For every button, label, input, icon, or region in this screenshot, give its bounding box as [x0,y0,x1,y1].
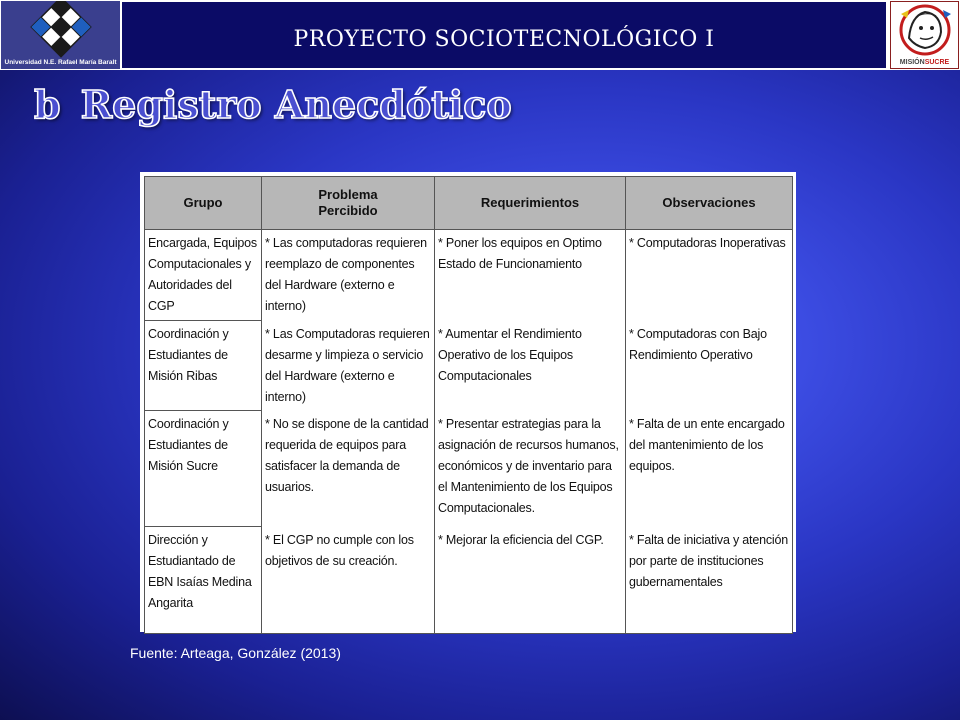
cell-observaciones: * Computadoras Inoperativas [626,230,793,321]
cell-requerimientos: * Poner los equipos en Optimo Estado de Funcionamiento [435,230,626,321]
table-row [145,527,793,634]
university-logo [1,1,120,69]
cell-problema: * El CGP no cumple con los objetivos de su creación. [262,527,435,634]
anecdotal-record-table [140,172,796,632]
logo-text-mision: MISIÓN [899,59,925,66]
column-header-requerimientos: Requerimientos [435,177,626,230]
header [0,0,960,70]
header-bar [122,2,886,68]
cell-requerimientos: * Presentar estrategias para la asignación de recursos humanos, económicos y de inventario para el Mantenimiento de los Equipos Computacionales. [435,411,626,527]
report-table [144,176,793,634]
cell-observaciones: * Falta de un ente encargado del mantenimiento de los equipos. [626,411,793,527]
table-row [145,321,793,411]
mision-sucre-logo-text [891,59,958,66]
section-title: Registro Anecdótico [80,82,512,127]
cell-grupo: Coordinación y Estudiantes de Misión Ribas [145,321,262,411]
table-row [145,230,793,321]
cell-observaciones: * Computadoras con Bajo Rendimiento Operativo [626,321,793,411]
column-header-grupo: Grupo [145,177,262,230]
table-header-row [145,177,793,230]
table-row [145,411,793,527]
logo-text-sucre: SUCRE [924,59,950,66]
cell-problema: * Las Computadoras requieren desarme y limpieza o servicio del Hardware (externo e interno) [262,321,435,411]
cell-requerimientos: * Mejorar la eficiencia del CGP. [435,527,626,634]
cell-problema: * No se dispone de la cantidad requerida de equipos para satisfacer la demanda de usuarios. [262,411,435,527]
column-header-problema: Problema Percibido [262,177,435,230]
section-heading [34,82,512,127]
section-letter: b [34,82,61,127]
university-logo-text: Universidad N.E. Rafael María Baralt [4,59,117,66]
mision-sucre-logo [890,1,959,69]
cell-grupo: Encargada, Equipos Computacionales y Autoridades del CGP [145,230,262,321]
page-title: PROYECTO SOCIOTECNOLÓGICO I [293,26,715,52]
source-note: Fuente: Arteaga, González (2013) [130,645,341,661]
cell-problema: * Las computadoras requieren reemplazo de componentes del Hardware (externo e interno) [262,230,435,321]
cell-requerimientos: * Aumentar el Rendimiento Operativo de los Equipos Computacionales [435,321,626,411]
portrait-emblem-icon [891,2,958,58]
column-header-observaciones: Observaciones [626,177,793,230]
cell-grupo: Dirección y Estudiantado de EBN Isaías Medina Angarita [145,527,262,634]
cell-observaciones: * Falta de iniciativa y atención por parte de instituciones gubernamentales [626,527,793,634]
cell-grupo: Coordinación y Estudiantes de Misión Sucre [145,411,262,527]
